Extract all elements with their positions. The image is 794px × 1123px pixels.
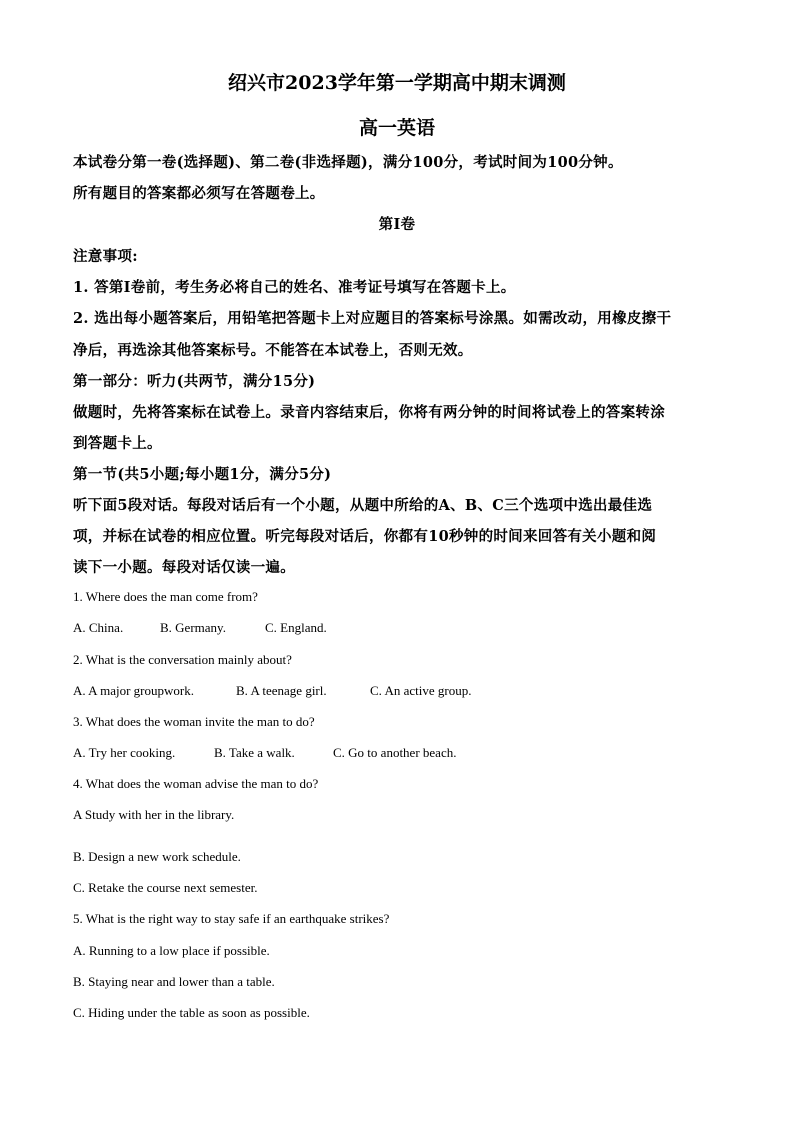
part1-desc-line-1: 做题时，先将答案标在试卷上。录音内容结束后，你将有两分钟的时间将试卷上的答案转涂 bbox=[73, 404, 665, 421]
exam-title: 绍兴市2023学年第一学期高中期末调测 bbox=[228, 72, 566, 94]
intro-line-2: 所有题目的答案都必须写在答题卷上。 bbox=[73, 185, 325, 202]
intro-line-1: 本试卷分第一卷(选择题)、第二卷(非选择题)，满分100分，考试时间为100分钟。 bbox=[73, 154, 623, 171]
option-a: A. A major groupwork. bbox=[73, 683, 194, 698]
section1-heading: 第一节(共5小题;每小题1分，满分5分) bbox=[73, 466, 332, 483]
option-c: C. England. bbox=[265, 620, 327, 635]
option-c: C. Go to another beach. bbox=[333, 745, 457, 760]
notes-item-1: 1. 答第I卷前，考生务必将自己的姓名、准考证号填写在答题卡上。 bbox=[73, 279, 516, 296]
part1-desc-line-2: 到答题卡上。 bbox=[73, 435, 162, 452]
question-5-option-b: B. Staying near and lower than a table. bbox=[73, 974, 275, 989]
question-5-option-c: C. Hiding under the table as soon as possible. bbox=[73, 1005, 310, 1020]
question-1-options bbox=[73, 620, 327, 636]
option-c: C. An active group. bbox=[370, 683, 472, 698]
question-4-option-c: C. Retake the course next semester. bbox=[73, 880, 258, 895]
part1-heading: 第一部分：听力(共两节，满分15分) bbox=[73, 373, 316, 390]
question-4-option-a: A Study with her in the library. bbox=[73, 807, 235, 822]
option-b: B. Germany. bbox=[160, 620, 226, 635]
section-title: 第I卷 bbox=[378, 216, 416, 233]
section1-desc-line-1: 听下面5段对话。每段对话后有一个小题，从题中所给的A、B、C三个选项中选出最佳选 bbox=[73, 497, 653, 514]
question-1: 1. Where does the man come from? bbox=[73, 589, 258, 604]
notes-item-2-line-2: 净后，再选涂其他答案标号。不能答在本试卷上，否则无效。 bbox=[73, 342, 473, 359]
question-5: 5. What is the right way to stay safe if an earthquake strikes? bbox=[73, 911, 390, 926]
question-3-options bbox=[73, 745, 456, 761]
exam-subject: 高一英语 bbox=[358, 117, 435, 139]
question-2-options bbox=[73, 683, 471, 699]
option-a: A. Try her cooking. bbox=[73, 745, 176, 760]
notes-item-2-line-1: 2. 选出每小题答案后，用铅笔把答题卡上对应题目的答案标号涂黑。如需改动，用橡皮擦干 bbox=[73, 310, 672, 327]
notes-heading: 注意事项: bbox=[73, 248, 138, 265]
section1-desc-line-2: 项，并标在试卷的相应位置。听完每段对话后，你都有10秒钟的时间来回答有关小题和阅 bbox=[73, 528, 657, 545]
option-b: B. A teenage girl. bbox=[236, 683, 327, 698]
question-3: 3. What does the woman invite the man to do? bbox=[73, 714, 315, 729]
question-5-option-a: A. Running to a low place if possible. bbox=[73, 943, 270, 958]
question-4-option-b: B. Design a new work schedule. bbox=[73, 849, 241, 864]
option-a: A. China. bbox=[73, 620, 124, 635]
question-2: 2. What is the conversation mainly about? bbox=[73, 652, 292, 667]
question-4: 4. What does the woman advise the man to do? bbox=[73, 776, 319, 791]
option-b: B. Take a walk. bbox=[214, 745, 295, 760]
section1-desc-line-3: 读下一小题。每段对话仅读一遍。 bbox=[73, 559, 295, 576]
